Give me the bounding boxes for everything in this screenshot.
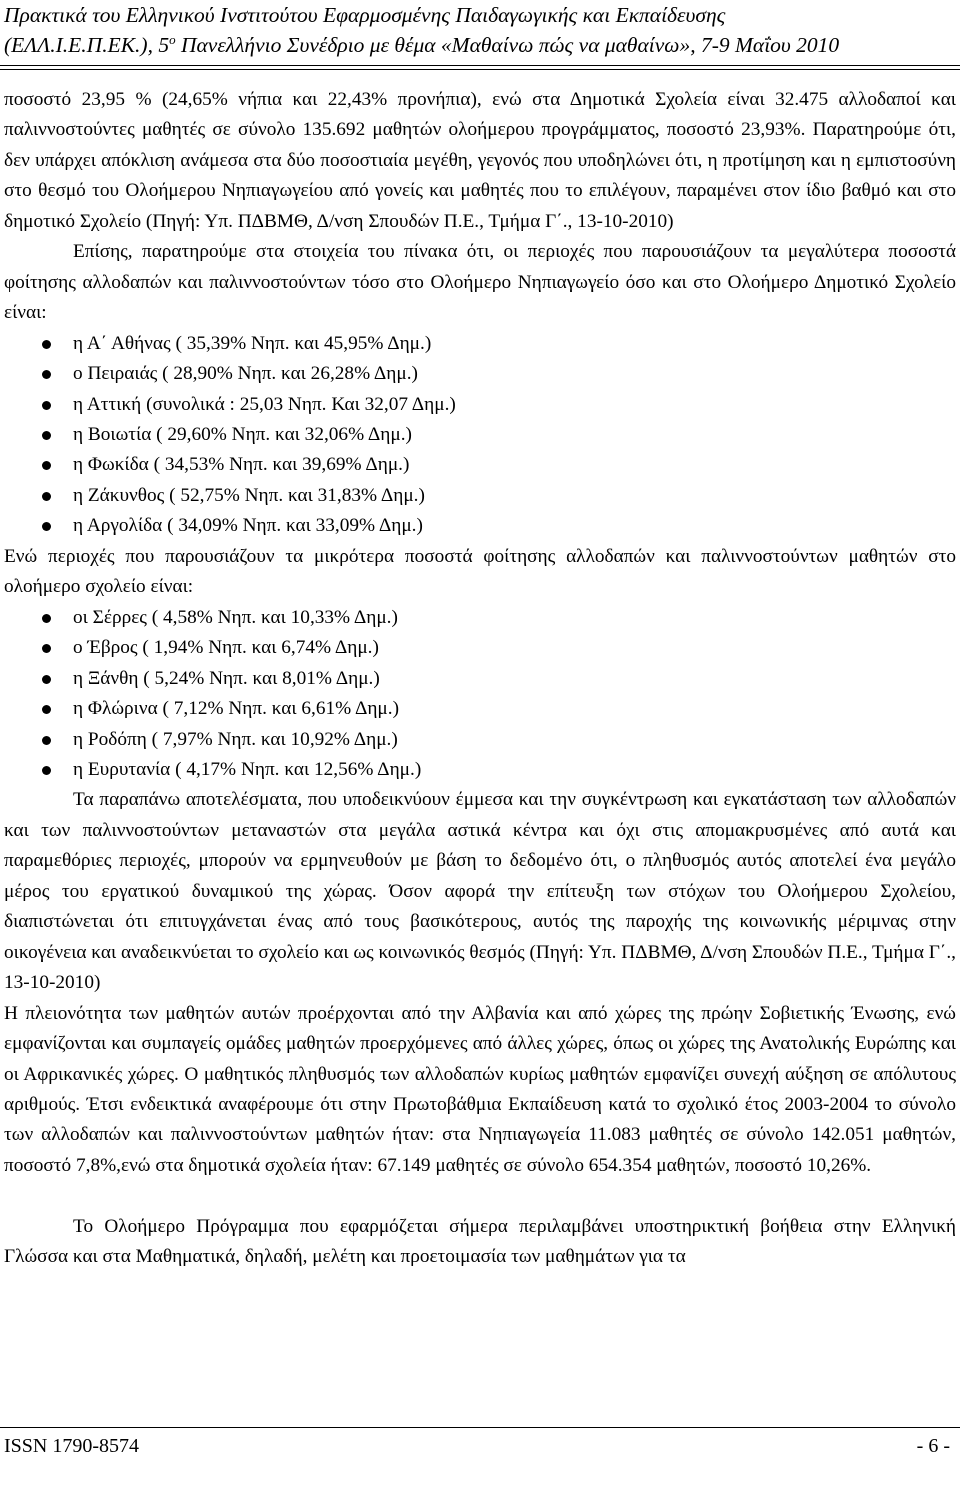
list-item: η Ροδόπη ( 7,97% Νηπ. και 10,92% Δημ.) [4,725,956,755]
paragraph-origins: Η πλειονότητα των μαθητών αυτών προέρχονται από την Αλβανία και από χώρες της πρώην Σοβιετικής Ένωσης, ενώ εμφανίζονται και συμπαγείς ομάδες μαθητών προερχόμενες από άλλες χώρες, όπως οι χώρες της Ανατολικής Ευρώπης και οι Αφρικανικές χώρες. Ο μαθητικός πληθυσμός των αλλοδαπών κυρίως μαθητών εμφανίζει συνεχή αύξηση σε απόλυτους αριθμούς. Έτσι ενδεικτικά αναφέρουμε ότι στην Πρωτοβάθμια Εκπαίδευση κατά το σχολικό έτος 2003-2004 το σύνολο των αλλοδαπών και παλιννοστούντων μαθητών ήταν: στα Νηπιαγωγεία 11.083 μαθητές σε σύνολο 142.051 μαθητών, ποσοστό 7,8%,ενώ στα δημοτικά σχολεία ήταν: 67.149 μαθητές σε σύνολο 654.354 μαθητών, ποσοστό 10,26%. [4,1002,956,1176]
list-item: η Φωκίδα ( 34,53% Νηπ. και 39,69% Δημ.) [4,450,956,480]
list-item: η Αττική (συνολικά : 25,03 Νηπ. Και 32,07 Δημ.) [4,390,956,420]
paragraph-interpretation: Τα παραπάνω αποτελέσματα, που υποδεικνύουν έμμεσα και την συγκέντρωση και εγκατάσταση των αλλοδαπών και των παλιννοστούντων μεταναστών στα μεγάλα αστικά κέντρα και όχι στις απομακρυσμένες από αυτά και παραμεθόριες περιοχές, μπορούν να ερμηνευθούν με βάση το δεδομένο ότι, ο πληθυσμός αυτός αποτελεί ένα μεγάλο μέρος του εργατικού δυναμικού της χώρας. Όσον αφορά την επίτευξη των στόχων του Ολοήμερου Σχολείου, διαπιστώνεται ότι επιτυγχάνεται ένας από τους βασικότερους, αυτός της παροχής της κοινωνικής μέριμνας στην οικογένεια και αναδεικνύεται το σχολείο και ως κοινωνικός θεσμός (Πηγή: Υπ. ΠΔΒΜΘ, Δ/νση Σπουδών Π.Ε., Τμήμα Γ΄., 13-10-2010) [4,789,956,994]
paragraph-gap [4,1181,956,1211]
body-text [4,85,956,1273]
header-ordinal: ο [169,32,176,47]
footer-divider [0,1427,960,1428]
issn-number: ISSN 1790-8574 [4,1435,140,1457]
list-low-regions [4,603,956,786]
list-item: η Βοιωτία ( 29,60% Νηπ. και 32,06% Δημ.) [4,420,956,450]
paragraph-regions-intro: Επίσης, παρατηρούμε στα στοιχεία του πίνακα ότι, οι περιοχές που παρουσιάζουν τα μεγαλύτερα ποσοστά φοίτησης αλλοδαπών και παλιννοστούντων τόσο στο Ολοήμερο Νηπιαγωγείο όσο και στο Ολοήμερο Δημοτικό Σχολείο είναι: [4,241,956,324]
list-item: η Αργολίδα ( 34,09% Νηπ. και 33,09% Δημ.) [4,511,956,541]
page-number: - 6 - [916,1435,950,1457]
list-item: η Φλώρινα ( 7,12% Νηπ. και 6,61% Δημ.) [4,694,956,724]
running-header [4,0,956,60]
paragraph-program: Το Ολοήμερο Πρόγραμμα που εφαρμόζεται σήμερα περιλαμβάνει υποστηρικτική βοήθεια στην Ελληνική Γλώσσα και στα Μαθηματικά, δηλαδή, μελέτη και προετοιμασία των μαθημάτων για τα [4,1215,956,1268]
header-divider-bottom [0,69,960,70]
header-line-2 [4,30,956,60]
header-line-2-start: (ΕΛΛ.Ι.Ε.Π.ΕΚ.), 5 [4,33,170,57]
list-item: η Ξάνθη ( 5,24% Νηπ. και 8,01% Δημ.) [4,664,956,694]
paragraph-statistics: ποσοστό 23,95 % (24,65% νήπια και 22,43% προνήπια), ενώ στα Δημοτικά Σχολεία είναι 32.475 αλλοδαποί και παλιννοστούντες μαθητές σε σύνολο 135.692 μαθητών ολοήμερου προγράμματος, ποσοστό 23,93%. Παρατηρούμε ότι, δεν υπάρχει απόκλιση ανάμεσα στα δύο ποσοστιαία μεγέθη, γεγονός που υποδηλώνει ότι, η προτίμηση και η εμπιστοσύνη στο θεσμό του Ολοήμερου Νηπιαγωγείου από γονείς και μαθητές που το επιλέγουν, παραμένει στον ίδιο βαθμό και στο δημοτικό Σχολείο (Πηγή: Υπ. ΠΔΒΜΘ, Δ/νση Σπουδών Π.Ε., Τμήμα Γ΄., 13-10-2010) [4,89,956,232]
paragraph-low-intro: Ενώ περιοχές που παρουσιάζουν τα μικρότερα ποσοστά φοίτησης αλλοδαπών και παλιννοστούντων μαθητών στο ολοήμερο σχολείο είναι: [4,545,956,598]
page-footer [4,1431,950,1461]
header-line-2-end: Πανελλήνιο Συνέδριο με θέμα «Μαθαίνω πώς να μαθαίνω», 7-9 Μαΐου 2010 [175,33,840,57]
list-item: η Ζάκυνθος ( 52,75% Νηπ. και 31,83% Δημ.) [4,481,956,511]
list-item: ο Έβρος ( 1,94% Νηπ. και 6,74% Δημ.) [4,633,956,663]
list-item: οι Σέρρες ( 4,58% Νηπ. και 10,33% Δημ.) [4,603,956,633]
list-item: ο Πειραιάς ( 28,90% Νηπ. και 26,28% Δημ.) [4,359,956,389]
list-item: η Α΄ Αθήνας ( 35,39% Νηπ. και 45,95% Δημ.) [4,329,956,359]
header-line-1: Πρακτικά του Ελληνικού Ινστιτούτου Εφαρμοσμένης Παιδαγωγικής και Εκπαίδευσης [4,3,726,27]
header-divider-top [0,65,960,66]
list-high-regions [4,329,956,542]
list-item: η Ευρυτανία ( 4,17% Νηπ. και 12,56% Δημ.) [4,755,956,785]
